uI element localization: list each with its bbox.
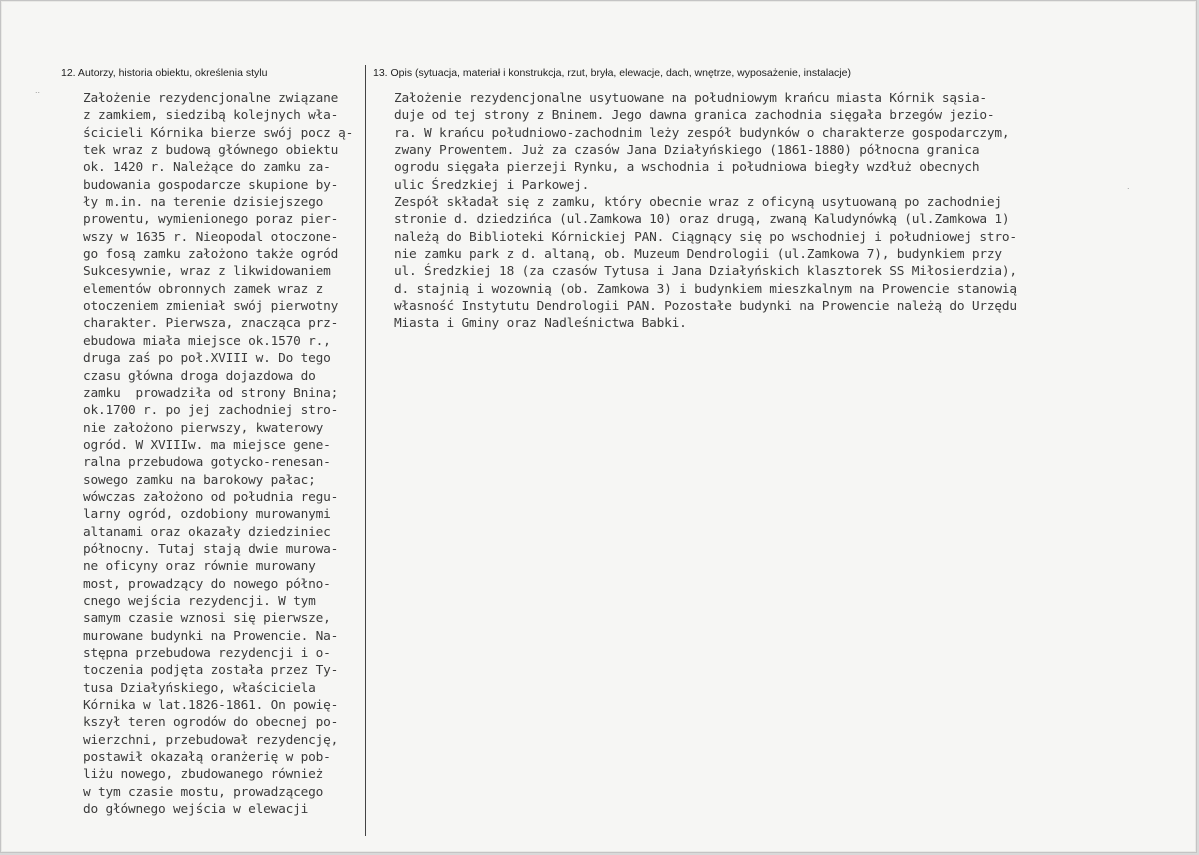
text-line: ogrodu sięgała pierzeji Rynku, a wschodnia i południowa biegły wzdłuż obecnych bbox=[394, 160, 980, 176]
text-line: tek wraz z budową głównego obiektu bbox=[83, 143, 339, 159]
text-line: prowentu, wymienionego poraz pier- bbox=[83, 212, 339, 228]
history-text-column bbox=[83, 90, 373, 818]
text-line: otoczeniem zmieniał swój pierwotny bbox=[83, 299, 339, 315]
text-line: do głównego wejścia w elewacji bbox=[83, 802, 309, 818]
text-line: charakter. Pierwsza, znacząca prz- bbox=[83, 316, 339, 332]
text-line: tusa Działyńskiego, właściciela bbox=[83, 680, 316, 696]
text-line: ra. W krańcu południowo-zachodnim leży zespół budynków o charakterze gospodarczym, bbox=[394, 125, 1010, 141]
text-line: ralna przebudowa gotycko-renesan- bbox=[83, 455, 331, 471]
text-line: Zespół składał się z zamku, który obecnie wraz z oficyną usytuowaną po zachodniej bbox=[394, 195, 1002, 211]
text-line: z zamkiem, siedzibą kolejnych wła- bbox=[83, 108, 339, 124]
text-line: ne oficyny oraz równie murowany bbox=[83, 559, 316, 575]
text-line: d. stajnią i wozownią (ob. Zamkowa 3) i budynkiem mieszkalnym na Prowencie stanowią bbox=[394, 281, 1017, 297]
text-line: altanami oraz okazały dziedziniec bbox=[83, 524, 331, 540]
text-line: murowane budynki na Prowencie. Na- bbox=[83, 628, 339, 644]
text-line: wówczas założono od południa regu- bbox=[83, 489, 339, 505]
text-line: Miasta i Gminy oraz Nadleśnictwa Babki. bbox=[394, 316, 687, 332]
text-line: ulic Średzkiej i Parkowej. bbox=[394, 177, 590, 193]
text-line: most, prowadzący do nowego półno- bbox=[83, 576, 331, 592]
text-line: należą do Biblioteki Kórnickiej PAN. Ciągnący się po wschodniej i południowej stro- bbox=[394, 229, 1017, 245]
text-line: budowania gospodarcze skupione by- bbox=[83, 177, 339, 193]
text-line: ok.1700 r. po jej zachodniej stro- bbox=[83, 403, 339, 419]
text-line: sowego zamku na barokowy pałac; bbox=[83, 472, 316, 488]
section-13-heading: 13. Opis (sytuacja, materiał i konstrukcja, rzut, bryła, elewacje, dach, wnętrze, wyposażenie, instalacje) bbox=[373, 67, 851, 79]
text-line: wszy w 1635 r. Nieopodal otoczone- bbox=[83, 229, 339, 245]
margin-mark: . bbox=[1127, 181, 1130, 191]
text-line: ścicieli Kórnika bierze swój pocz ą- bbox=[83, 125, 354, 141]
text-line: stronie d. dziedzińca (ul.Zamkowa 10) oraz drugą, zwaną Kaludynówką (ul.Zamkowa 1) bbox=[394, 212, 1010, 228]
section-12-heading: 12. Autorzy, historia obiektu, określenia stylu bbox=[61, 67, 268, 79]
text-line: elementów obronnych zamek wraz z bbox=[83, 281, 324, 297]
text-line: toczenia podjęta została przez Ty- bbox=[83, 663, 339, 679]
text-line: ogród. W XVIIIw. ma miejsce gene- bbox=[83, 437, 331, 453]
text-line: samym czasie wznosi się pierwsze, bbox=[83, 611, 331, 627]
text-line: postawił okazałą oranżerię w pob- bbox=[83, 750, 331, 766]
text-line: Kórnika w lat.1826-1861. On powię- bbox=[83, 698, 339, 714]
text-line: czasu główna droga dojazdowa do bbox=[83, 368, 316, 384]
text-line: druga zaś po poł.XVIII w. Do tego bbox=[83, 351, 331, 367]
text-line: północny. Tutaj stają dwie murowa- bbox=[83, 541, 339, 557]
text-line: ul. Średzkiej 18 (za czasów Tytusa i Jana Działyńskich klasztorek SS Miłosierdzia), bbox=[394, 264, 1017, 280]
text-line: kszył teren ogrodów do obecnej po- bbox=[83, 715, 339, 731]
text-line: go fosą zamku założono także ogród bbox=[83, 247, 339, 263]
text-line: w tym czasie mostu, prowadzącego bbox=[83, 784, 324, 800]
text-line: cnego wejścia rezydencji. W tym bbox=[83, 593, 316, 609]
text-line: ebudowa miała miejsce ok.1570 r., bbox=[83, 333, 331, 349]
text-line: ok. 1420 r. Należące do zamku za- bbox=[83, 160, 331, 176]
text-line: Założenie rezydencjonalne usytuowane na południowym krańcu miasta Kórnik sąsia- bbox=[394, 91, 987, 106]
text-line: ły m.in. na terenie dzisiejszego bbox=[83, 195, 324, 211]
text-line: zamku prowadziła od strony Bnina; bbox=[83, 385, 339, 401]
text-line: larny ogród, ozdobiony murowanymi bbox=[83, 507, 331, 523]
text-line: duje od tej strony z Bninem. Jego dawna granica zachodnia sięgała brzegów jezio- bbox=[394, 108, 995, 124]
text-line: wierzchni, przebudował rezydencję, bbox=[83, 732, 339, 748]
description-text-column bbox=[394, 90, 1184, 333]
text-line: Sukcesywnie, wraz z likwidowaniem bbox=[83, 264, 331, 280]
text-line: własność Instytutu Dendrologii PAN. Pozostałe budynki na Prowencie należą do Urzędu bbox=[394, 299, 1017, 315]
text-line: Założenie rezydencjonalne związane bbox=[83, 91, 339, 106]
text-line: nie zamku park z d. altaną, ob. Muzeum Dendrologii (ul.Zamkowa 7), budynkiem przy bbox=[394, 247, 1002, 263]
text-line: nie założono pierwszy, kwaterowy bbox=[83, 420, 324, 436]
text-line: liżu nowego, zbudowanego również bbox=[83, 767, 324, 783]
margin-mark: .. bbox=[35, 85, 41, 95]
text-line: stępna przebudowa rezydencji i o- bbox=[83, 646, 331, 661]
text-line: zwany Prowentem. Już za czasów Jana Działyńskiego (1861-1880) północna granica bbox=[394, 143, 980, 159]
